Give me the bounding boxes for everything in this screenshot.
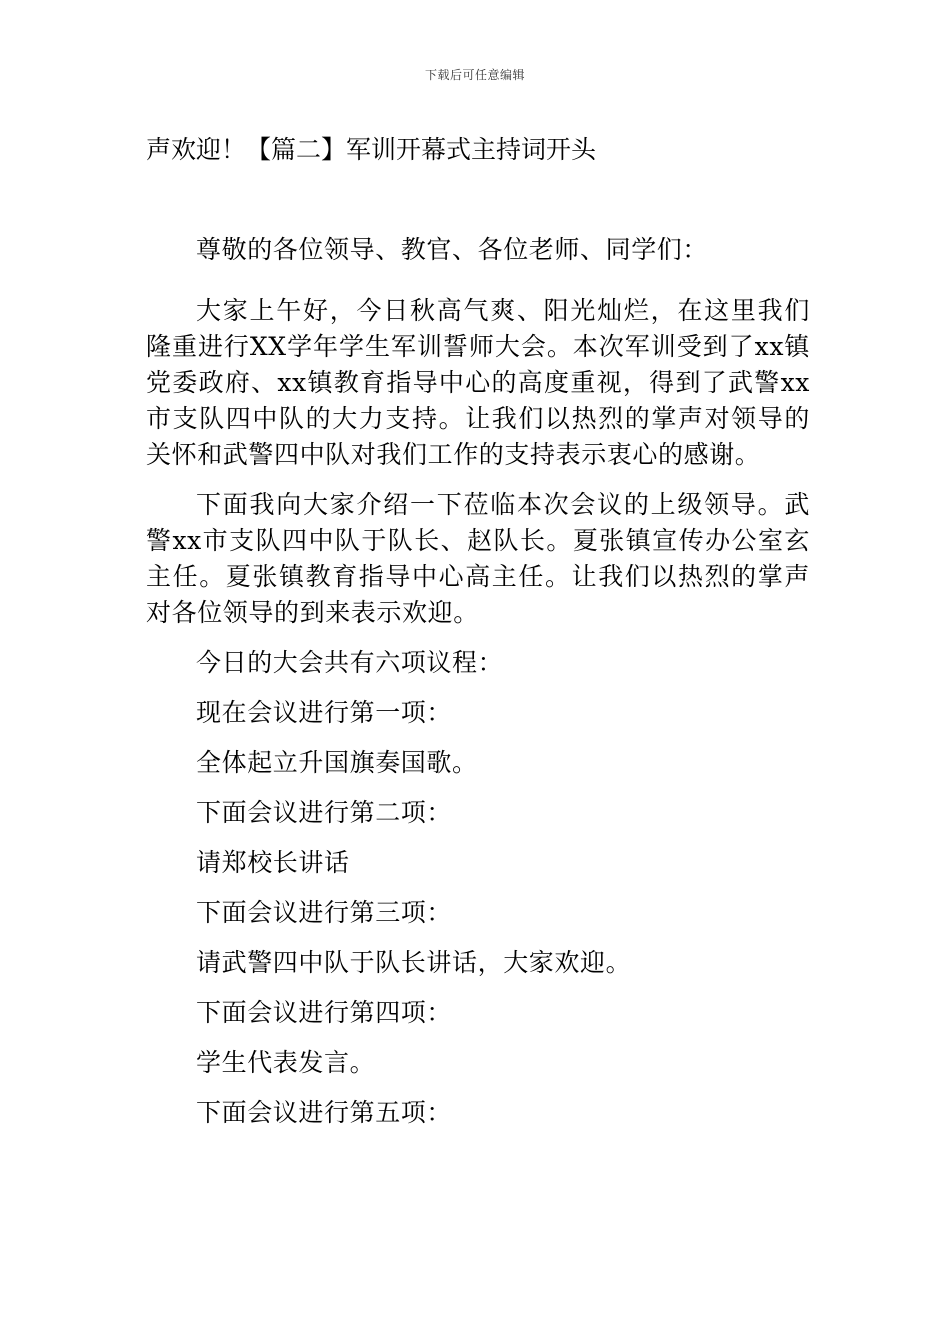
agenda-line: 请武警四中队于队长讲话，大家欢迎。 xyxy=(196,948,632,977)
document-title-line: 声欢迎！【篇二】军训开幕式主持词开头 xyxy=(146,135,597,164)
header-note: 下载后可任意编辑 xyxy=(424,68,525,82)
agenda-line: 全体起立升国旗奏国歌。 xyxy=(196,748,478,777)
agenda-line: 学生代表发言。 xyxy=(196,1048,376,1077)
body-paragraph: 大家上午好，今日秋高气爽、阳光灿烂，在这里我们隆重进行XX学年学生军训誓师大会。本次军训受到了xx镇党委政府、xx镇教育指导中心的高度重视，得到了武警xx市支队四中队的大力支持。让我们以热烈的掌声对领导的关怀和武警四中队对我们工作的支持表示衷心的感谢。 xyxy=(146,296,810,469)
agenda-line: 下面会议进行第四项： xyxy=(196,998,453,1027)
agenda-line: 下面会议进行第二项： xyxy=(196,798,453,827)
greeting-paragraph: 尊敬的各位领导、教官、各位老师、同学们： xyxy=(196,235,709,264)
agenda-line: 请郑校长讲话 xyxy=(196,848,350,877)
agenda-line: 下面会议进行第三项： xyxy=(196,898,453,927)
document-body xyxy=(146,232,810,1145)
agenda-line: 今日的大会共有六项议程： xyxy=(196,648,504,677)
agenda-line: 下面会议进行第五项： xyxy=(196,1098,453,1127)
body-paragraph: 下面我向大家介绍一下莅临本次会议的上级领导。武警xx市支队四中队于队长、赵队长。夏张镇宣传办公室玄主任。夏张镇教育指导中心高主任。让我们以热烈的掌声对各位领导的到来表示欢迎。 xyxy=(146,490,810,627)
agenda-line: 现在会议进行第一项： xyxy=(196,698,453,727)
